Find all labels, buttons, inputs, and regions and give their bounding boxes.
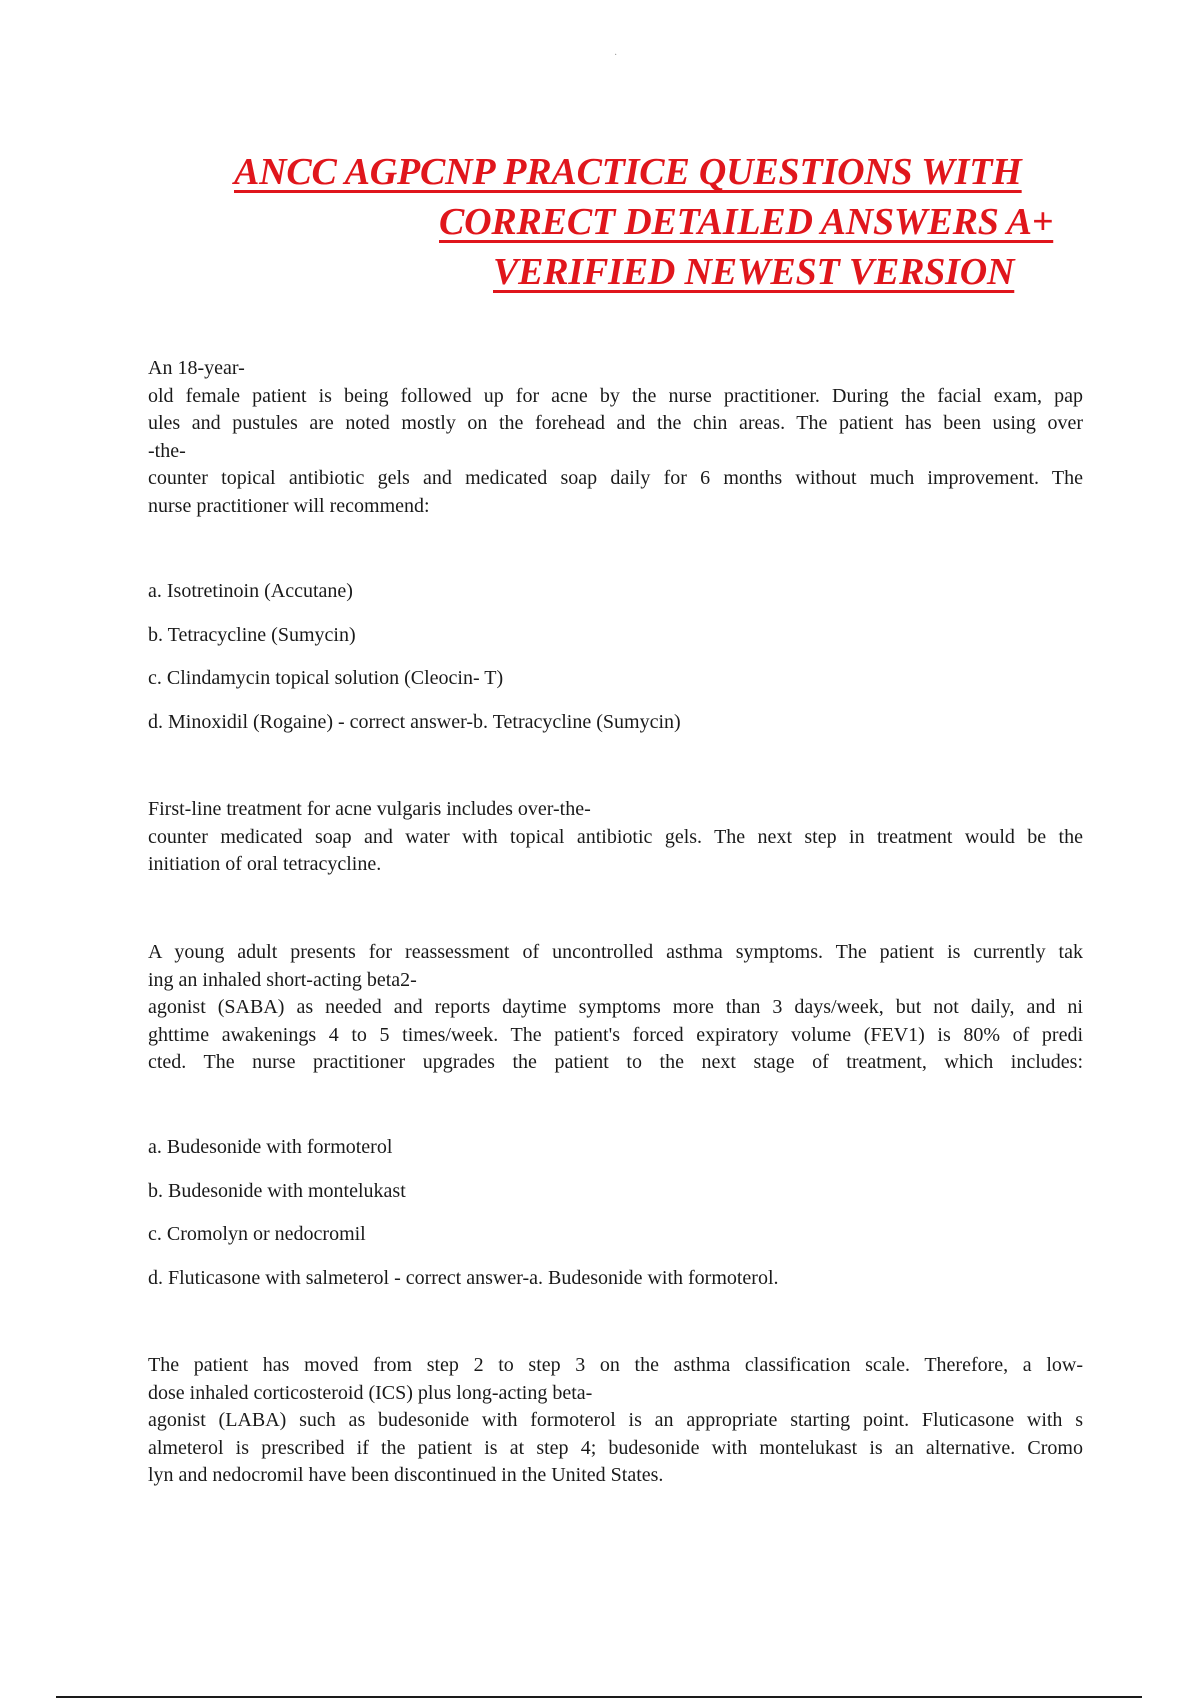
q1-explanation-line: initiation of oral tetracycline. (148, 853, 382, 875)
q1-stem-line: An 18-year- (148, 357, 245, 379)
title-line-3: VERIFIED NEWEST VERSION (493, 251, 1015, 293)
q1-stem-line: counter topical antibiotic gels and medicated soap daily for 6 months without much improvement. The (148, 467, 1083, 489)
q1-explanation (148, 796, 1083, 879)
q1-option-d-answer: d. Minoxidil (Rogaine) - correct answer-b. Tetracycline (Sumycin) (148, 711, 681, 733)
q2-stem-line: ing an inhaled short-acting beta2- (148, 968, 417, 991)
q1-stem-line: ules and pustules are noted mostly on the forehead and the chin areas. The patient has been using over (148, 412, 1083, 434)
q2-stem-line: agonist (SABA) as needed and reports daytime symptoms more than 3 days/week, but not daily, and ni (148, 996, 1083, 1018)
q2-stem-line: ghttime awakenings 4 to 5 times/week. The patient's forced expiratory volume (FEV1) is 80% of predi (148, 1023, 1083, 1046)
q2-stem-line: A young adult presents for reassessment of uncontrolled asthma symptoms. The patient is currently tak (148, 941, 1083, 963)
q1-option-c: c. Clindamycin topical solution (Cleocin- T) (148, 667, 504, 689)
q2-option-a: a. Budesonide with formoterol (148, 1136, 393, 1158)
q2-option-b: b. Budesonide with montelukast (148, 1180, 406, 1202)
bottom-divider (56, 1696, 1142, 1698)
q1-option-a: a. Isotretinoin (Accutane) (148, 580, 353, 602)
q2-option-c: c. Cromolyn or nedocromil (148, 1223, 366, 1245)
q1-stem-line: -the- (148, 439, 186, 462)
q2-explanation-line: The patient has moved from step 2 to step 3 on the asthma classification scale. Therefore, a low- (148, 1354, 1083, 1376)
q2-explanation-line: dose inhaled corticosteroid (ICS) plus long-acting beta- (148, 1381, 593, 1404)
question-1-stem (148, 355, 1083, 520)
title-line-1: ANCC AGPCNP PRACTICE QUESTIONS WITH (234, 151, 1022, 193)
q1-explanation-line: First-line treatment for acne vulgaris includes over-the- (148, 798, 591, 820)
q2-explanation (148, 1352, 1083, 1490)
q2-explanation-line: agonist (LABA) such as budesonide with formoterol is an appropriate starting point. Fluticasone with s (148, 1409, 1083, 1431)
page-mark: · (614, 50, 618, 61)
q1-explanation-line: counter medicated soap and water with topical antibiotic gels. The next step in treatment would be the (148, 825, 1083, 848)
q1-stem-line: nurse practitioner will recommend: (148, 494, 430, 517)
q2-option-d-answer: d. Fluticasone with salmeterol - correct answer-a. Budesonide with formoterol. (148, 1267, 779, 1289)
q2-stem-line: cted. The nurse practitioner upgrades the patient to the next stage of treatment, which includes: (148, 1051, 1083, 1073)
q1-option-b: b. Tetracycline (Sumycin) (148, 624, 356, 646)
q2-explanation-line: almeterol is prescribed if the patient is at step 4; budesonide with montelukast is an alternative. Cromo (148, 1436, 1083, 1459)
title-line-2: CORRECT DETAILED ANSWERS A+ (439, 201, 1054, 243)
q2-explanation-line: lyn and nedocromil have been discontinued in the United States. (148, 1464, 664, 1486)
q1-stem-line: old female patient is being followed up for acne by the nurse practitioner. During the facial exam, pap (148, 384, 1083, 407)
question-2-stem (148, 939, 1083, 1077)
